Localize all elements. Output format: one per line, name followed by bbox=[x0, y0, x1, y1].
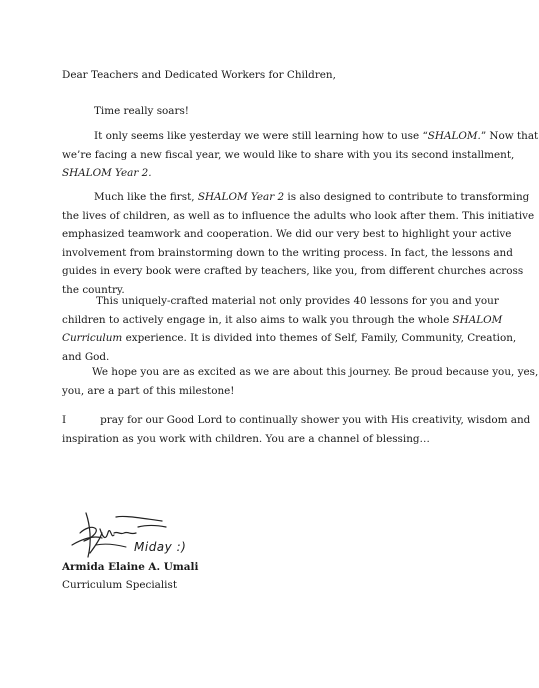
signature-note: Miday :) bbox=[134, 540, 187, 554]
paragraph-3-line-4: involvement from brainstorming down to the writing process. In fact, the lessons and bbox=[62, 246, 513, 259]
paragraph-4 bbox=[62, 292, 517, 366]
paragraph-4-line-3: Curriculum experience. It is divided into themes of Self, Family, Community, Creation, bbox=[62, 332, 517, 344]
paragraph-4-line-1: This uniquely-crafted material not only provides 40 lessons for you and your bbox=[96, 295, 499, 307]
paragraph-3 bbox=[62, 188, 535, 299]
paragraph-2-line-3: SHALOM Year 2. bbox=[62, 167, 152, 179]
paragraph-1: Time really soars! bbox=[94, 105, 189, 117]
paragraph-5-line-2: you, are a part of this milestone! bbox=[62, 384, 235, 397]
paragraph-3-line-5: guides in every book were crafted by teachers, like you, from different churches across bbox=[62, 265, 524, 277]
paragraph-6 bbox=[62, 411, 531, 448]
paragraph-2-line-1: It only seems like yesterday we were still learning how to use “SHALOM.” Now that bbox=[94, 130, 539, 142]
paragraph-3-line-6: the country. bbox=[62, 283, 125, 296]
paragraph-4-line-4: and God. bbox=[62, 350, 110, 363]
paragraph-2-line-2: we’re facing a new fiscal year, we would like to share with you its second installment, bbox=[62, 148, 515, 161]
paragraph-3-line-1: Much like the first, SHALOM Year 2 is also designed to contribute to transforming bbox=[94, 191, 530, 203]
salutation: Dear Teachers and Dedicated Workers for Children, bbox=[62, 69, 336, 81]
paragraph-3-line-2: the lives of children, as well as to influence the adults who look after them. This initiative bbox=[62, 209, 535, 222]
paragraph-5-line-1: We hope you are as excited as we are about this journey. Be proud because you, yes, bbox=[92, 366, 539, 378]
paragraph-5 bbox=[62, 363, 539, 400]
signer-title: Curriculum Specialist bbox=[62, 579, 177, 591]
paragraph-6-line-1: I pray for our Good Lord to continually shower you with His creativity, wisdom and bbox=[62, 414, 531, 426]
paragraph-4-line-2: children to actively engage in, it also aims to walk you through the whole SHALOM bbox=[62, 313, 503, 326]
signer-name: Armida Elaine A. Umali bbox=[62, 561, 199, 573]
paragraph-6-line-2: inspiration as you work with children. You are a channel of blessing… bbox=[62, 432, 430, 445]
paragraph-3-line-3: emphasized teamwork and cooperation. We did our very best to highlight your active bbox=[62, 228, 512, 240]
paragraph-2 bbox=[62, 127, 539, 183]
